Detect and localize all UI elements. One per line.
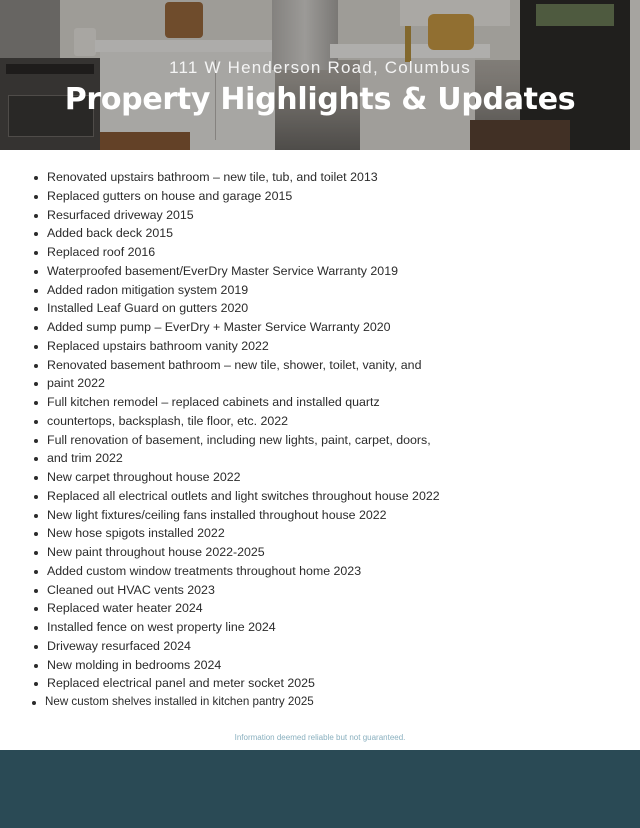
list-item: Added custom window treatments throughout home 2023	[47, 562, 640, 581]
list-item: Replaced upstairs bathroom vanity 2022	[47, 337, 640, 356]
list-item: and trim 2022	[47, 449, 640, 468]
list-item: Renovated basement bathroom – new tile, shower, toilet, vanity, and	[47, 356, 640, 375]
highlights-list	[0, 168, 640, 712]
property-address: 111 W Henderson Road, Columbus	[169, 58, 471, 77]
list-item: Replaced water heater 2024	[47, 599, 640, 618]
list-item: paint 2022	[47, 374, 640, 393]
list-item: Waterproofed basement/EverDry Master Service Warranty 2019	[47, 262, 640, 281]
hero-banner	[0, 0, 640, 150]
list-item: New molding in bedrooms 2024	[47, 656, 640, 675]
list-item: Installed Leaf Guard on gutters 2020	[47, 299, 640, 318]
list-item: Full renovation of basement, including new lights, paint, carpet, doors,	[47, 431, 640, 450]
list-item: New paint throughout house 2022-2025	[47, 543, 640, 562]
list-item: Full kitchen remodel – replaced cabinets and installed quartz	[47, 393, 640, 412]
page-title: Property Highlights & Updates	[64, 82, 576, 117]
footer-band	[0, 750, 640, 828]
list-item: Added radon mitigation system 2019	[47, 281, 640, 300]
list-item: Replaced roof 2016	[47, 243, 640, 262]
list-item: Replaced electrical panel and meter socket 2025	[47, 674, 640, 693]
list-item: New hose spigots installed 2022	[47, 524, 640, 543]
list-item: Added sump pump – EverDry + Master Service Warranty 2020	[47, 318, 640, 337]
list-item: Installed fence on west property line 2024	[47, 618, 640, 637]
list-item: Replaced all electrical outlets and light switches throughout house 2022	[47, 487, 640, 506]
list-item: New carpet throughout house 2022	[47, 468, 640, 487]
list-item: Driveway resurfaced 2024	[47, 637, 640, 656]
list-item: Added back deck 2015	[47, 224, 640, 243]
list-item: Resurfaced driveway 2015	[47, 206, 640, 225]
list-item: New custom shelves installed in kitchen pantry 2025	[45, 693, 640, 712]
list-item: Renovated upstairs bathroom – new tile, tub, and toilet 2013	[47, 168, 640, 187]
list-item: Cleaned out HVAC vents 2023	[47, 581, 640, 600]
disclaimer-text: Information deemed reliable but not guaranteed.	[234, 733, 406, 742]
list-item: Replaced gutters on house and garage 2015	[47, 187, 640, 206]
list-item: New light fixtures/ceiling fans installed throughout house 2022	[47, 506, 640, 525]
list-item: countertops, backsplash, tile floor, etc. 2022	[47, 412, 640, 431]
